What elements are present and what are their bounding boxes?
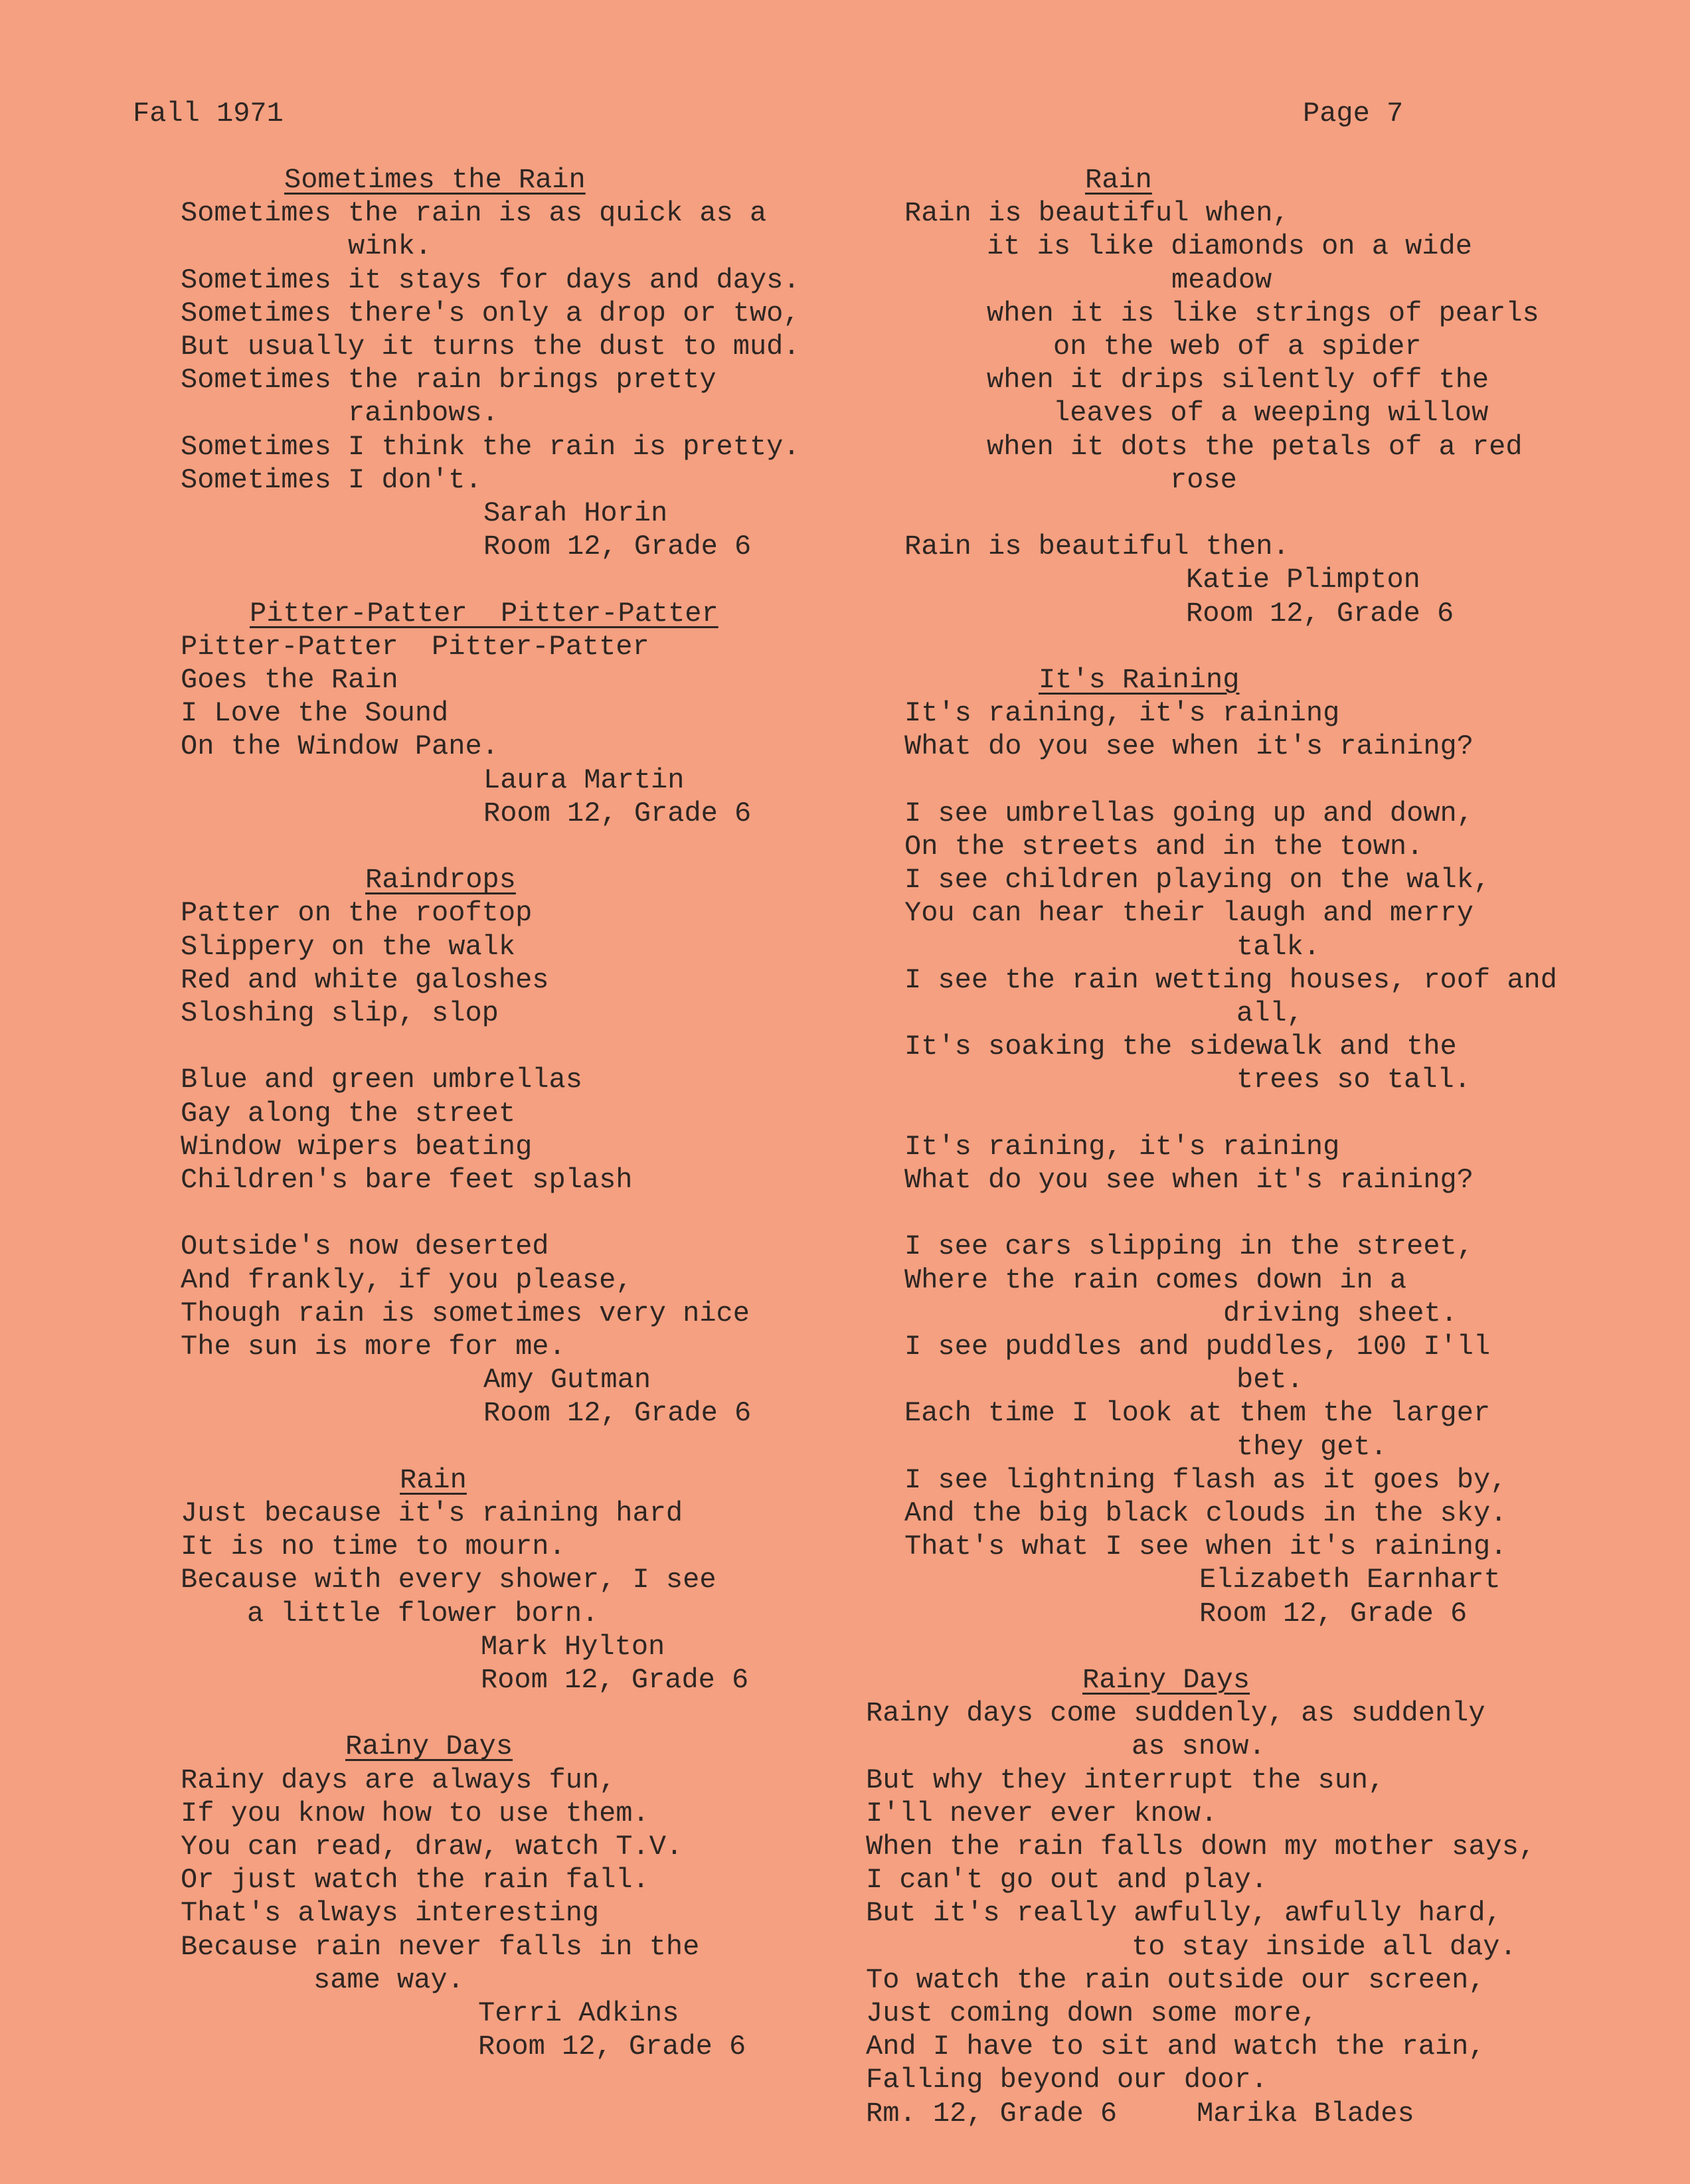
poem-author: Mark Hylton (481, 1630, 665, 1663)
poem-room: Room 12, Grade 6 (1186, 597, 1454, 630)
poem-rain-right (861, 163, 1564, 630)
poem-author: Elizabeth Earnhart (1199, 1564, 1501, 1596)
poem-line: But usually it turns the dust to mud. (181, 331, 800, 363)
poem-line: Window wipers beating (181, 1130, 533, 1163)
poem-title: Rain (1085, 164, 1152, 196)
poem-author: Sarah Horin (483, 497, 668, 530)
poem-line: Where the rain comes down in a (904, 1264, 1407, 1296)
poem-line: wink. (348, 230, 432, 263)
poem-line: bet. (1236, 1364, 1304, 1396)
poem-line: Pitter-Patter Pitter-Patter (181, 630, 649, 663)
poem-line: On the streets and in the town. (904, 831, 1424, 863)
poem-line: And I have to sit and watch the rain, (866, 2031, 1485, 2063)
poem-line: a little flower born. (247, 1597, 599, 1630)
poem-line: I Love the Sound (181, 697, 449, 730)
poem-author: Amy Gutman (483, 1364, 651, 1396)
left-column (181, 163, 818, 2063)
poem-line: The sun is more for me. (181, 1331, 566, 1363)
poem-line: Just because it's raining hard (181, 1497, 683, 1530)
poem-line: Falling beyond our door. (866, 2064, 1268, 2096)
poem-line: And frankly, if you please, (181, 1264, 633, 1296)
poem-line: On the Window Pane. (181, 730, 499, 763)
poem-title: Rainy Days (345, 1730, 513, 1763)
poem-line: I see cars slipping in the street, (904, 1230, 1474, 1263)
poem-line: I see children playing on the walk, (904, 864, 1491, 896)
poem-line: It is no time to mourn. (181, 1531, 566, 1563)
page-number: Page 7 (1303, 98, 1404, 129)
poem-raindrops (181, 863, 818, 1430)
poem-rainy-days-left (181, 1730, 818, 2063)
poem-line: You can read, draw, watch T.V. (181, 1831, 683, 1863)
poem-line: Sometimes the rain brings pretty (181, 364, 717, 396)
poem-room: Room 12, Grade 6 (483, 1397, 752, 1430)
poem-line: all, (1236, 997, 1304, 1030)
poem-line: Though rain is sometimes very nice (181, 1297, 750, 1329)
poem-line: Or just watch the rain fall. (181, 1864, 649, 1896)
poem-line: That's always interesting (181, 1897, 600, 1930)
poem-line: Slippery on the walk (181, 930, 516, 963)
poem-line: I see lightning flash as it goes by, (904, 1464, 1507, 1496)
poem-author: Katie Plimpton (1186, 564, 1420, 596)
poem-line: It's raining, it's raining (904, 1130, 1340, 1163)
poem-rain-left (181, 1464, 818, 1697)
poem-room: Room 12, Grade 6 (483, 797, 752, 829)
poem-line: it is like diamonds on a wide (987, 230, 1472, 263)
poem-line: Rainy days come suddenly, as suddenly (866, 1697, 1485, 1730)
poem-line: trees so tall. (1236, 1064, 1471, 1096)
poem-line: Sometimes the rain is as quick as a (181, 197, 767, 230)
poem-line: I see puddles and puddles, 100 I'll (904, 1331, 1491, 1363)
poem-line: Sometimes I don't. (181, 463, 482, 496)
poem-line: Because with every shower, I see (181, 1564, 717, 1596)
poem-line: Outside's now deserted (181, 1230, 549, 1263)
poem-room: Room 12, Grade 6 (483, 531, 752, 563)
poem-line: I'll never ever know. (866, 1797, 1218, 1829)
poem-line: I see umbrellas going up and down, (904, 797, 1474, 829)
poem-room: Room 12, Grade 6 (478, 2031, 746, 2063)
poem-line: When the rain falls down my mother says, (866, 1831, 1536, 1863)
poem-line: What do you see when it's raining? (904, 730, 1474, 763)
poem-line: Blue and green umbrellas (181, 1064, 582, 1096)
poem-line: If you know how to use them. (181, 1797, 649, 1829)
poem-title: Rainy Days (1082, 1664, 1250, 1697)
poem-line: Sometimes it stays for days and days. (181, 264, 800, 296)
poem-line: But why they interrupt the sun, (866, 1764, 1385, 1796)
poem-line: Just coming down some more, (866, 1997, 1318, 2030)
poem-line: You can hear their laugh and merry (904, 897, 1474, 930)
poem-title: It's Raining (1039, 664, 1240, 697)
poem-line: rose (1170, 463, 1237, 496)
poem-pitter-patter (181, 597, 818, 830)
poem-line: leaves of a weeping willow (1053, 397, 1489, 430)
poem-line: Because rain never falls in the (181, 1930, 700, 1963)
poem-author: Terri Adkins (478, 1997, 679, 2030)
poem-line: That's what I see when it's raining. (904, 1531, 1507, 1563)
poem-author: Marika Blades (1197, 2097, 1414, 2130)
poem-line: driving sheet. (1223, 1297, 1458, 1329)
poem-line: on the web of a spider (1053, 331, 1422, 363)
poem-line: Sometimes I think the rain is pretty. (181, 430, 800, 463)
poem-line: And the big black clouds in the sky. (904, 1497, 1507, 1530)
poem-line: Rain is beautiful when, (904, 197, 1290, 230)
poem-line: Patter on the rooftop (181, 897, 533, 930)
poem-line: as snow. (1132, 1730, 1266, 1763)
poem-line: Red and white galoshes (181, 964, 549, 996)
issue-date: Fall 1971 (133, 98, 284, 129)
poem-its-raining (861, 663, 1564, 1630)
poem-line: when it is like strings of pearls (987, 297, 1539, 329)
poem-line: when it dots the petals of a red (987, 430, 1523, 463)
poem-line: when it drips silently off the (987, 364, 1489, 396)
poem-line: talk. (1236, 930, 1321, 963)
poem-line: I can't go out and play. (866, 1864, 1268, 1896)
poem-line: rainbows. (348, 397, 499, 430)
poem-line: Sloshing slip, slop (181, 997, 499, 1030)
poem-line: But it's really awfully, awfully hard, (866, 1897, 1502, 1930)
poem-line: Rain is beautiful then. (904, 531, 1290, 563)
poem-line: Each time I look at them the larger (904, 1397, 1491, 1430)
poem-line: It's raining, it's raining (904, 697, 1340, 730)
poem-room: Rm. 12, Grade 6 (866, 2097, 1118, 2130)
poem-author: Laura Martin (483, 764, 685, 796)
poem-title: Pitter-Patter Pitter-Patter (250, 597, 718, 630)
poem-sometimes-the-rain (181, 163, 818, 563)
right-column (861, 163, 1564, 2130)
poem-line: to stay inside all day. (1132, 1930, 1517, 1963)
poem-rainy-days-right (861, 1663, 1564, 2130)
poem-line: meadow (1171, 264, 1272, 296)
poem-line: It's soaking the sidewalk and the (904, 1031, 1457, 1063)
poem-line: Gay along the street (181, 1097, 516, 1130)
poem-line: they get. (1236, 1430, 1387, 1463)
poem-line: To watch the rain outside our screen, (866, 1964, 1485, 1996)
poem-line: What do you see when it's raining? (904, 1164, 1474, 1197)
poem-line: I see the rain wetting houses, roof and (904, 964, 1557, 996)
poem-line: Goes the Rain (181, 664, 398, 697)
poem-title: Sometimes the Rain (284, 164, 586, 196)
poem-room: Room 12, Grade 6 (481, 1664, 749, 1697)
poem-line: Sometimes there's only a drop or two, (181, 297, 800, 329)
poem-title: Rain (400, 1464, 467, 1496)
poem-line: same way. (313, 1964, 464, 1996)
poem-line: Children's bare feet splash (181, 1164, 633, 1197)
poem-title: Raindrops (365, 864, 516, 896)
poem-room: Room 12, Grade 6 (1199, 1597, 1468, 1630)
poem-line: Rainy days are always fun, (181, 1764, 616, 1796)
